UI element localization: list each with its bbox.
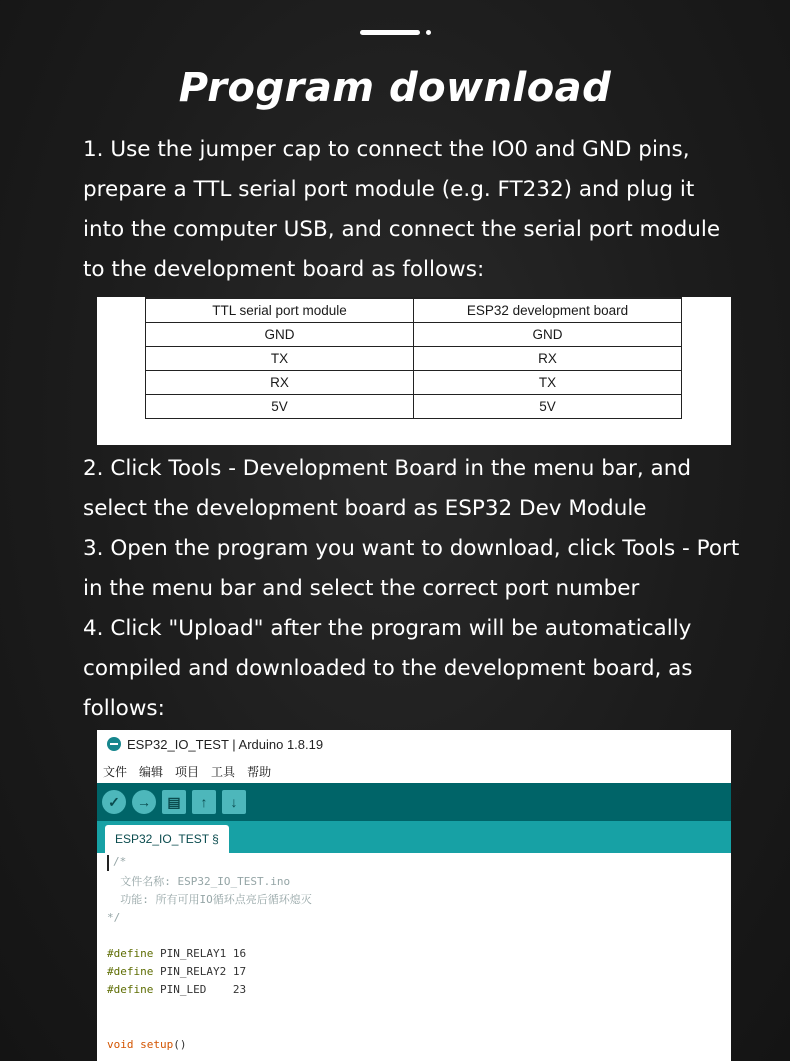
code-editor[interactable] bbox=[97, 853, 731, 1061]
table-cell: RX bbox=[146, 371, 414, 395]
code-line: 功能: 所有可用IO循环点亮后循环熄灭 bbox=[107, 893, 312, 906]
pin-mapping-panel bbox=[97, 297, 731, 445]
save-icon[interactable]: ↓ bbox=[222, 790, 246, 814]
step-1-line: prepare a TTL serial port module (e.g. FT232) and plug it bbox=[83, 177, 695, 202]
arduino-logo-icon bbox=[107, 737, 121, 751]
menu-item-sketch[interactable]: 项目 bbox=[175, 764, 200, 779]
code-text: PIN_LED 23 bbox=[153, 983, 247, 996]
table-cell: 5V bbox=[414, 395, 682, 419]
code-keyword: #define bbox=[107, 983, 154, 996]
menu-item-help[interactable]: 帮助 bbox=[247, 764, 272, 779]
step-line: 4. Click "Upload" after the program will be automatically bbox=[83, 616, 692, 641]
step-1-line: 1. Use the jumper cap to connect the IO0 and GND pins, bbox=[83, 137, 690, 162]
code-line: 文件名称: ESP32_IO_TEST.ino bbox=[107, 875, 291, 888]
code-text: PIN_RELAY2 17 bbox=[153, 965, 247, 978]
step-line: in the menu bar and select the correct port number bbox=[83, 576, 640, 601]
step-line: follows: bbox=[83, 696, 165, 721]
step-1-line: to the development board as follows: bbox=[83, 257, 485, 282]
verify-icon[interactable]: ✓ bbox=[102, 790, 126, 814]
table-cell: 5V bbox=[146, 395, 414, 419]
page-title: Program download bbox=[178, 65, 612, 111]
menu-item-tools[interactable]: 工具 bbox=[211, 764, 236, 779]
table-cell: TX bbox=[146, 347, 414, 371]
pin-mapping-table bbox=[145, 297, 682, 419]
code-line bbox=[107, 983, 246, 997]
table-cell: TX bbox=[414, 371, 682, 395]
code-text: () bbox=[173, 1038, 187, 1051]
steps-2-4-text bbox=[83, 449, 783, 729]
code-line bbox=[107, 947, 246, 961]
code-function: setup bbox=[133, 1038, 174, 1051]
step-line: 2. Click Tools - Development Board in the menu bar, and bbox=[83, 456, 691, 481]
column-header-esp32: ESP32 development board bbox=[414, 298, 682, 323]
table-header-row bbox=[146, 298, 682, 323]
code-line bbox=[107, 965, 246, 979]
step-1-text bbox=[83, 130, 783, 290]
code-text: PIN_RELAY1 16 bbox=[153, 947, 247, 960]
decoration-bar bbox=[360, 30, 420, 35]
table-cell: GND bbox=[146, 323, 414, 347]
menu-bar bbox=[103, 760, 283, 782]
upload-icon[interactable]: → bbox=[132, 790, 156, 814]
code-line: /* bbox=[113, 855, 127, 868]
code-keyword: #define bbox=[107, 965, 154, 978]
menu-item-edit[interactable]: 编辑 bbox=[139, 764, 164, 779]
new-icon[interactable]: ▤ bbox=[162, 790, 186, 814]
step-line: compiled and downloaded to the development board, as bbox=[83, 656, 693, 681]
table-row bbox=[146, 323, 682, 347]
table-row bbox=[146, 347, 682, 371]
table-row bbox=[146, 371, 682, 395]
tab-bar bbox=[97, 821, 731, 853]
arduino-ide-screenshot bbox=[97, 730, 731, 1061]
code-keyword: #define bbox=[107, 947, 154, 960]
table-row bbox=[146, 395, 682, 419]
tab-sketch[interactable]: ESP32_IO_TEST § bbox=[105, 825, 229, 853]
table-cell: RX bbox=[414, 347, 682, 371]
code-line: */ bbox=[107, 911, 121, 924]
table-cell: GND bbox=[414, 323, 682, 347]
step-line: select the development board as ESP32 Dev Module bbox=[83, 496, 647, 521]
window-title: ESP32_IO_TEST | Arduino 1.8.19 bbox=[127, 736, 324, 752]
code-keyword: void bbox=[107, 1038, 134, 1051]
step-1-line: into the computer USB, and connect the serial port module bbox=[83, 217, 721, 242]
window-title-bar bbox=[97, 730, 731, 758]
open-icon[interactable]: ↑ bbox=[192, 790, 216, 814]
column-header-ttl: TTL serial port module bbox=[146, 298, 414, 323]
text-cursor bbox=[107, 855, 109, 871]
decoration-dot bbox=[426, 30, 431, 35]
code-line bbox=[107, 1038, 187, 1052]
step-line: 3. Open the program you want to download, click Tools - Port bbox=[83, 536, 740, 561]
ide-toolbar bbox=[97, 783, 731, 821]
menu-item-file[interactable]: 文件 bbox=[103, 764, 128, 779]
